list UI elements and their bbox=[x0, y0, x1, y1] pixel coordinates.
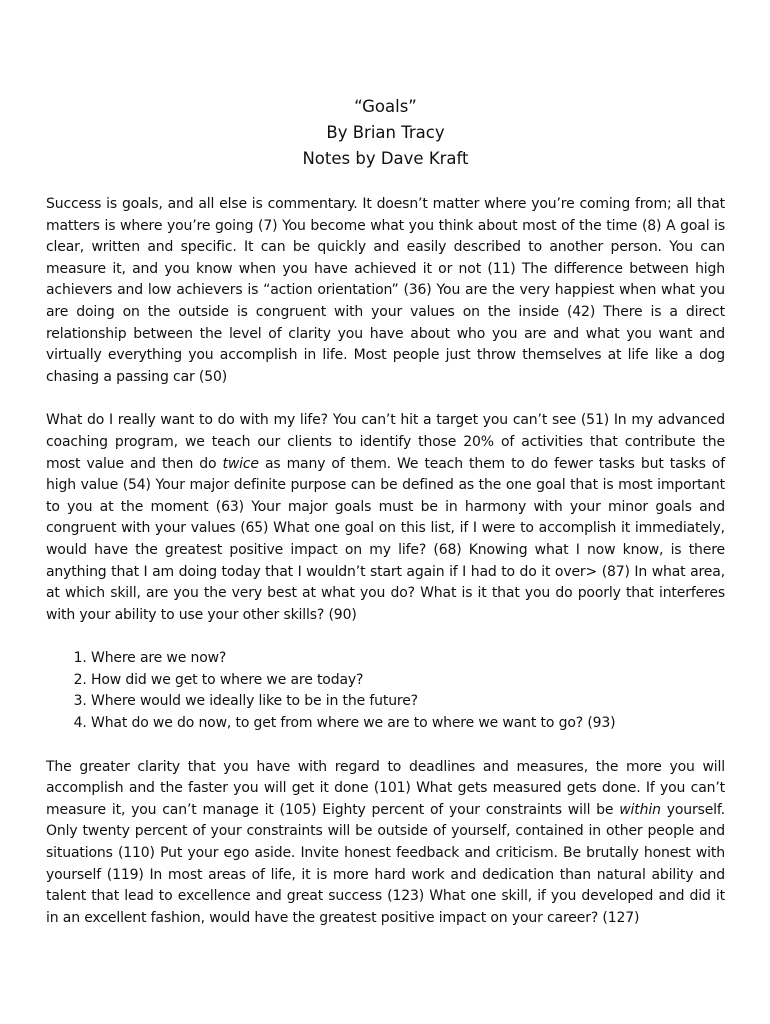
document-author: By Brian Tracy bbox=[326, 123, 445, 142]
list-item: 3. Where would we ideally like to be in the future? bbox=[91, 691, 725, 713]
document-title: “Goals” bbox=[354, 97, 417, 116]
list-item: 2. How did we get to where we are today? bbox=[91, 670, 725, 692]
paragraph-2-text-a: What do I really want to do with my life? You can’t hit a target you can’t see (51) In my advanced coaching program, we teach our clients to identify those 20% of activities that contribute the most value and then do bbox=[46, 412, 725, 472]
paragraph-2-text-b: as many of them. We teach them to do fewer tasks but tasks of high value (54) Your major definite purpose can be defined as the one goal that is most important to you at the moment (63) Your major goals must be in harmony with your minor goals and congruent with your values (65) What one goal on this list, if I were to accomplish it immediately, would have the greatest positive impact on my life? (68) Knowing what I now know, is there anything that I am doing today that I wouldn’t start again if I had to do it over> (87) In what area, at which skill, are you the very best at what you do? What is it that you do poorly that interferes with your ability to use your other skills? (90) bbox=[46, 455, 725, 623]
paragraph-2 bbox=[46, 410, 725, 626]
paragraph-3-emphasis: within bbox=[619, 801, 661, 818]
document-notes-by: Notes by Dave Kraft bbox=[302, 149, 469, 168]
paragraph-2-emphasis: twice bbox=[222, 455, 259, 472]
list-item: 4. What do we do now, to get from where we are to where we want to go? (93) bbox=[91, 713, 725, 735]
paragraph-1: Success is goals, and all else is commentary. It doesn’t matter where you’re coming from; all that matters is where you’re going (7) You become what you think about most of the time (8) A goal is clear, written and specific. It can be quickly and easily described to another person. You can measure it, and you know when you have achieved it or not (11) The difference between high achievers and low achievers is “action orientation” (36) You are the very happiest when what you are doing on the outside is congruent with your values on the inside (42) There is a direct relationship between the level of clarity you have about who you are and what you want and virtually everything you accomplish in life. Most people just throw themselves at life like a dog chasing a passing car (50) bbox=[46, 196, 725, 385]
paragraph-3-text-a: The greater clarity that you have with regard to deadlines and measures, the more you will accomplish and the faster you will get it done (101) What gets measured gets done. If you can’t measure it, you can’t manage it (105) Eighty percent of your constraints will be bbox=[46, 758, 725, 818]
paragraph-3-text-b: yourself. Only twenty percent of your constraints will be outside of yourself, contained in other people and situations (110) Put your ego aside. Invite honest feedback and criticism. Be brutally honest with yourself (119) In most areas of life, it is more hard work and dedication than natural ability and talent that lead to excellence and great success (123) What one skill, if you developed and did it in an excellent fashion, would have the greatest positive impact on your career? (127) bbox=[46, 801, 725, 926]
document-page bbox=[46, 94, 725, 951]
document-header bbox=[46, 94, 725, 172]
list-item: 1. Where are we now? bbox=[91, 648, 725, 670]
paragraph-3 bbox=[46, 757, 725, 930]
questions-list bbox=[46, 648, 725, 734]
